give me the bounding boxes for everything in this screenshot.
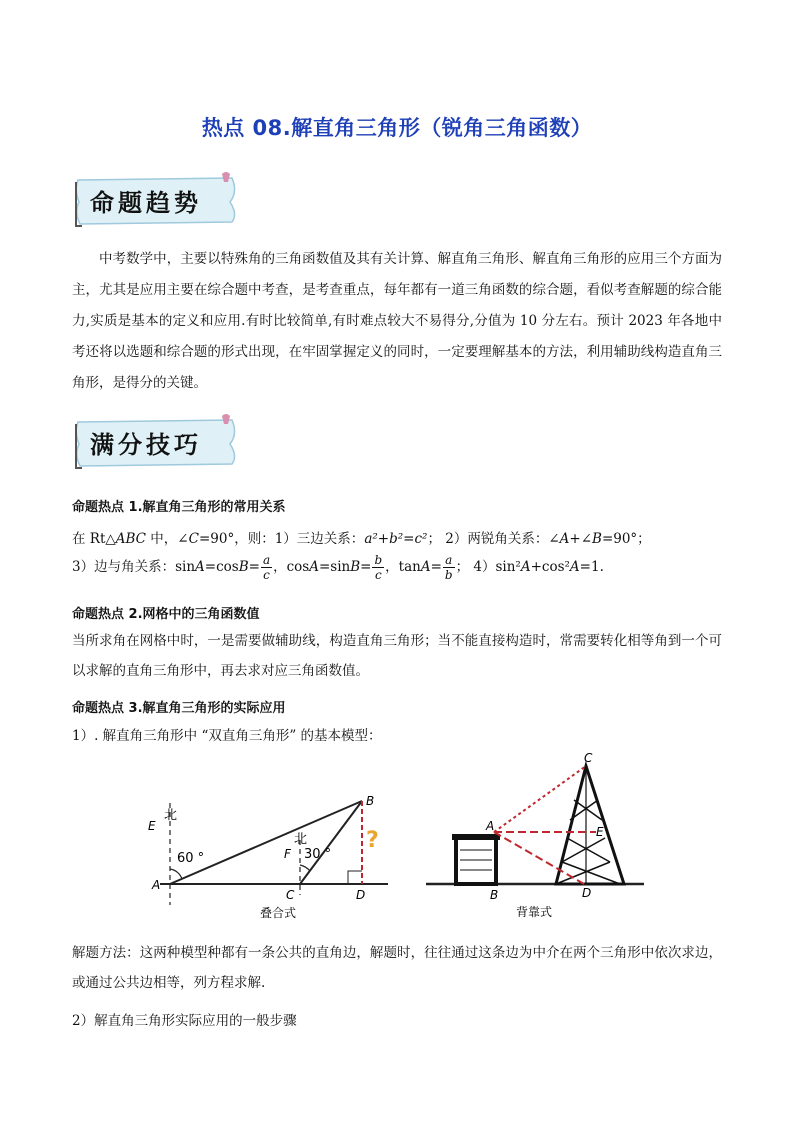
fraction [261, 553, 272, 582]
tower-icon [556, 766, 624, 884]
math-var: ABC [115, 531, 147, 547]
caption-overlap: 叠合式 [260, 906, 297, 920]
math-var: A [309, 559, 319, 575]
banner-trend-label: 命题趋势 [90, 189, 202, 217]
text-span: 中，∠ [146, 531, 189, 547]
point-label-e: E [148, 819, 156, 833]
text-span: ，cos [273, 559, 310, 575]
caption-back-to-back: 背靠式 [516, 905, 553, 919]
point-label-a: A [152, 878, 161, 892]
method-paragraph: 解题方法：这两种模型种都有一条公共的直角边，解题时，往往通过这条边为中介在两个三角形中依次求边，或通过公共边相等，列方程求解. [72, 945, 722, 991]
math-var: B [238, 559, 249, 575]
fraction-denominator: c [263, 568, 270, 582]
point-label-a: A [486, 819, 495, 833]
tower-brace [562, 862, 620, 884]
angle-arc-60 [170, 869, 182, 879]
text-span: =sin [318, 559, 351, 575]
building-icon [456, 838, 496, 884]
point-label-d: D [582, 886, 592, 900]
tower-brace [567, 838, 610, 862]
hot3-sub1: 1）. 解直角三角形中 “双直角三角形” 的基本模型： [72, 728, 382, 744]
math-var: B [350, 559, 361, 575]
text-span: +cos² [530, 559, 570, 575]
hot1-line2 [72, 553, 732, 582]
math-var: A [420, 559, 431, 575]
hot3-heading: 命题热点 3.解直角三角形的实际应用 [72, 701, 286, 716]
math-expr: a²+b²=c² [364, 531, 428, 547]
text-span: = [430, 559, 442, 575]
point-label-d: D [356, 888, 366, 902]
text-span: +∠ [569, 531, 593, 547]
math-var: C [188, 531, 199, 547]
angle-label-60: 60 ° [177, 851, 205, 866]
question-mark-icon: ? [366, 828, 379, 853]
hot2-paragraph: 当所求角在网格中时，一是需要做辅助线，构造直角三角形；当不能直接构造时，常需要转化相等角到一个可以求解的直角三角形中，再去求对应三角函数值。 [72, 633, 722, 679]
text-span: =1. [579, 559, 604, 575]
right-angle-mark [348, 871, 362, 884]
math-var: A [559, 531, 570, 547]
fraction [372, 553, 384, 582]
text-span: = [248, 559, 260, 575]
tower-brace [562, 838, 605, 862]
banner-tips-label: 满分技巧 [90, 431, 202, 459]
section-banner-tips [72, 414, 240, 470]
text-span: 在 Rt△ [72, 531, 116, 547]
hot2-heading: 命题热点 2.网格中的三角函数值 [72, 607, 260, 622]
point-label-b: B [490, 888, 499, 902]
tower-brace [556, 862, 610, 884]
math-var: B [592, 531, 602, 547]
text-span: ； 2）两锐角关系：∠ [427, 531, 560, 547]
fraction-numerator: a [443, 553, 455, 568]
text-span: =90°； [601, 531, 651, 547]
hot1-line1 [72, 527, 732, 547]
angle-label-30: 30 ° [304, 847, 332, 862]
text-span: =90°，则：1）三边关系： [198, 531, 365, 547]
point-label-e: E [596, 825, 604, 839]
angle-arc-30 [300, 865, 310, 871]
north-label-2: 北 [294, 832, 308, 847]
text-span: ； 4）sin² [455, 559, 521, 575]
math-var: A [520, 559, 531, 575]
fraction-numerator: a [262, 553, 271, 567]
text-span: =cos [204, 559, 239, 575]
figure-back-to-back-model [424, 750, 654, 920]
point-label-c: C [584, 751, 593, 765]
building-roof [452, 834, 500, 840]
hot1-heading: 命题热点 1.解直角三角形的常用关系 [72, 500, 286, 515]
figure-overlap-model [140, 785, 400, 925]
math-var: A [569, 559, 580, 575]
trend-paragraph: 中考数学中，主要以特殊角的三角函数值及其有关计算、解直角三角形、解直角三角形的应用三个方面为主，尤其是应用主要在综合题中考查，是考查重点，每年都有一道三角函数的综合题，看似考查解题的综合能力,实质是基本的定义和应用.有时比较简单,有时难点较大不易得分,分值为 10 分左右。预计 2023 年各地中考还将以选题和综合题的形式出现，在牢固掌握定义的同时，一定要理解基本的方法，利用辅助线构造直角三角形，是得分的关键。 [72, 251, 722, 391]
point-label-f: F [284, 847, 291, 861]
line-ab [170, 801, 362, 884]
math-var: A [195, 559, 205, 575]
section-banner-trend [72, 172, 240, 228]
fraction-denominator: b [444, 568, 453, 582]
hot3-sub2: 2）解直角三角形实际应用的一般步骤 [72, 1013, 297, 1029]
text-span: 3）边与角关系：sin [72, 559, 196, 575]
north-label-1: 北 [164, 808, 178, 823]
text-span: = [360, 559, 372, 575]
point-label-b: B [366, 794, 375, 808]
point-label-c: C [286, 888, 295, 902]
fraction-numerator: b [374, 553, 383, 567]
text-span: ，tan [385, 559, 421, 575]
fraction-denominator: c [374, 568, 382, 582]
fraction [443, 553, 455, 582]
page-title: 热点 08.解直角三角形（锐角三角函数） [201, 116, 593, 140]
